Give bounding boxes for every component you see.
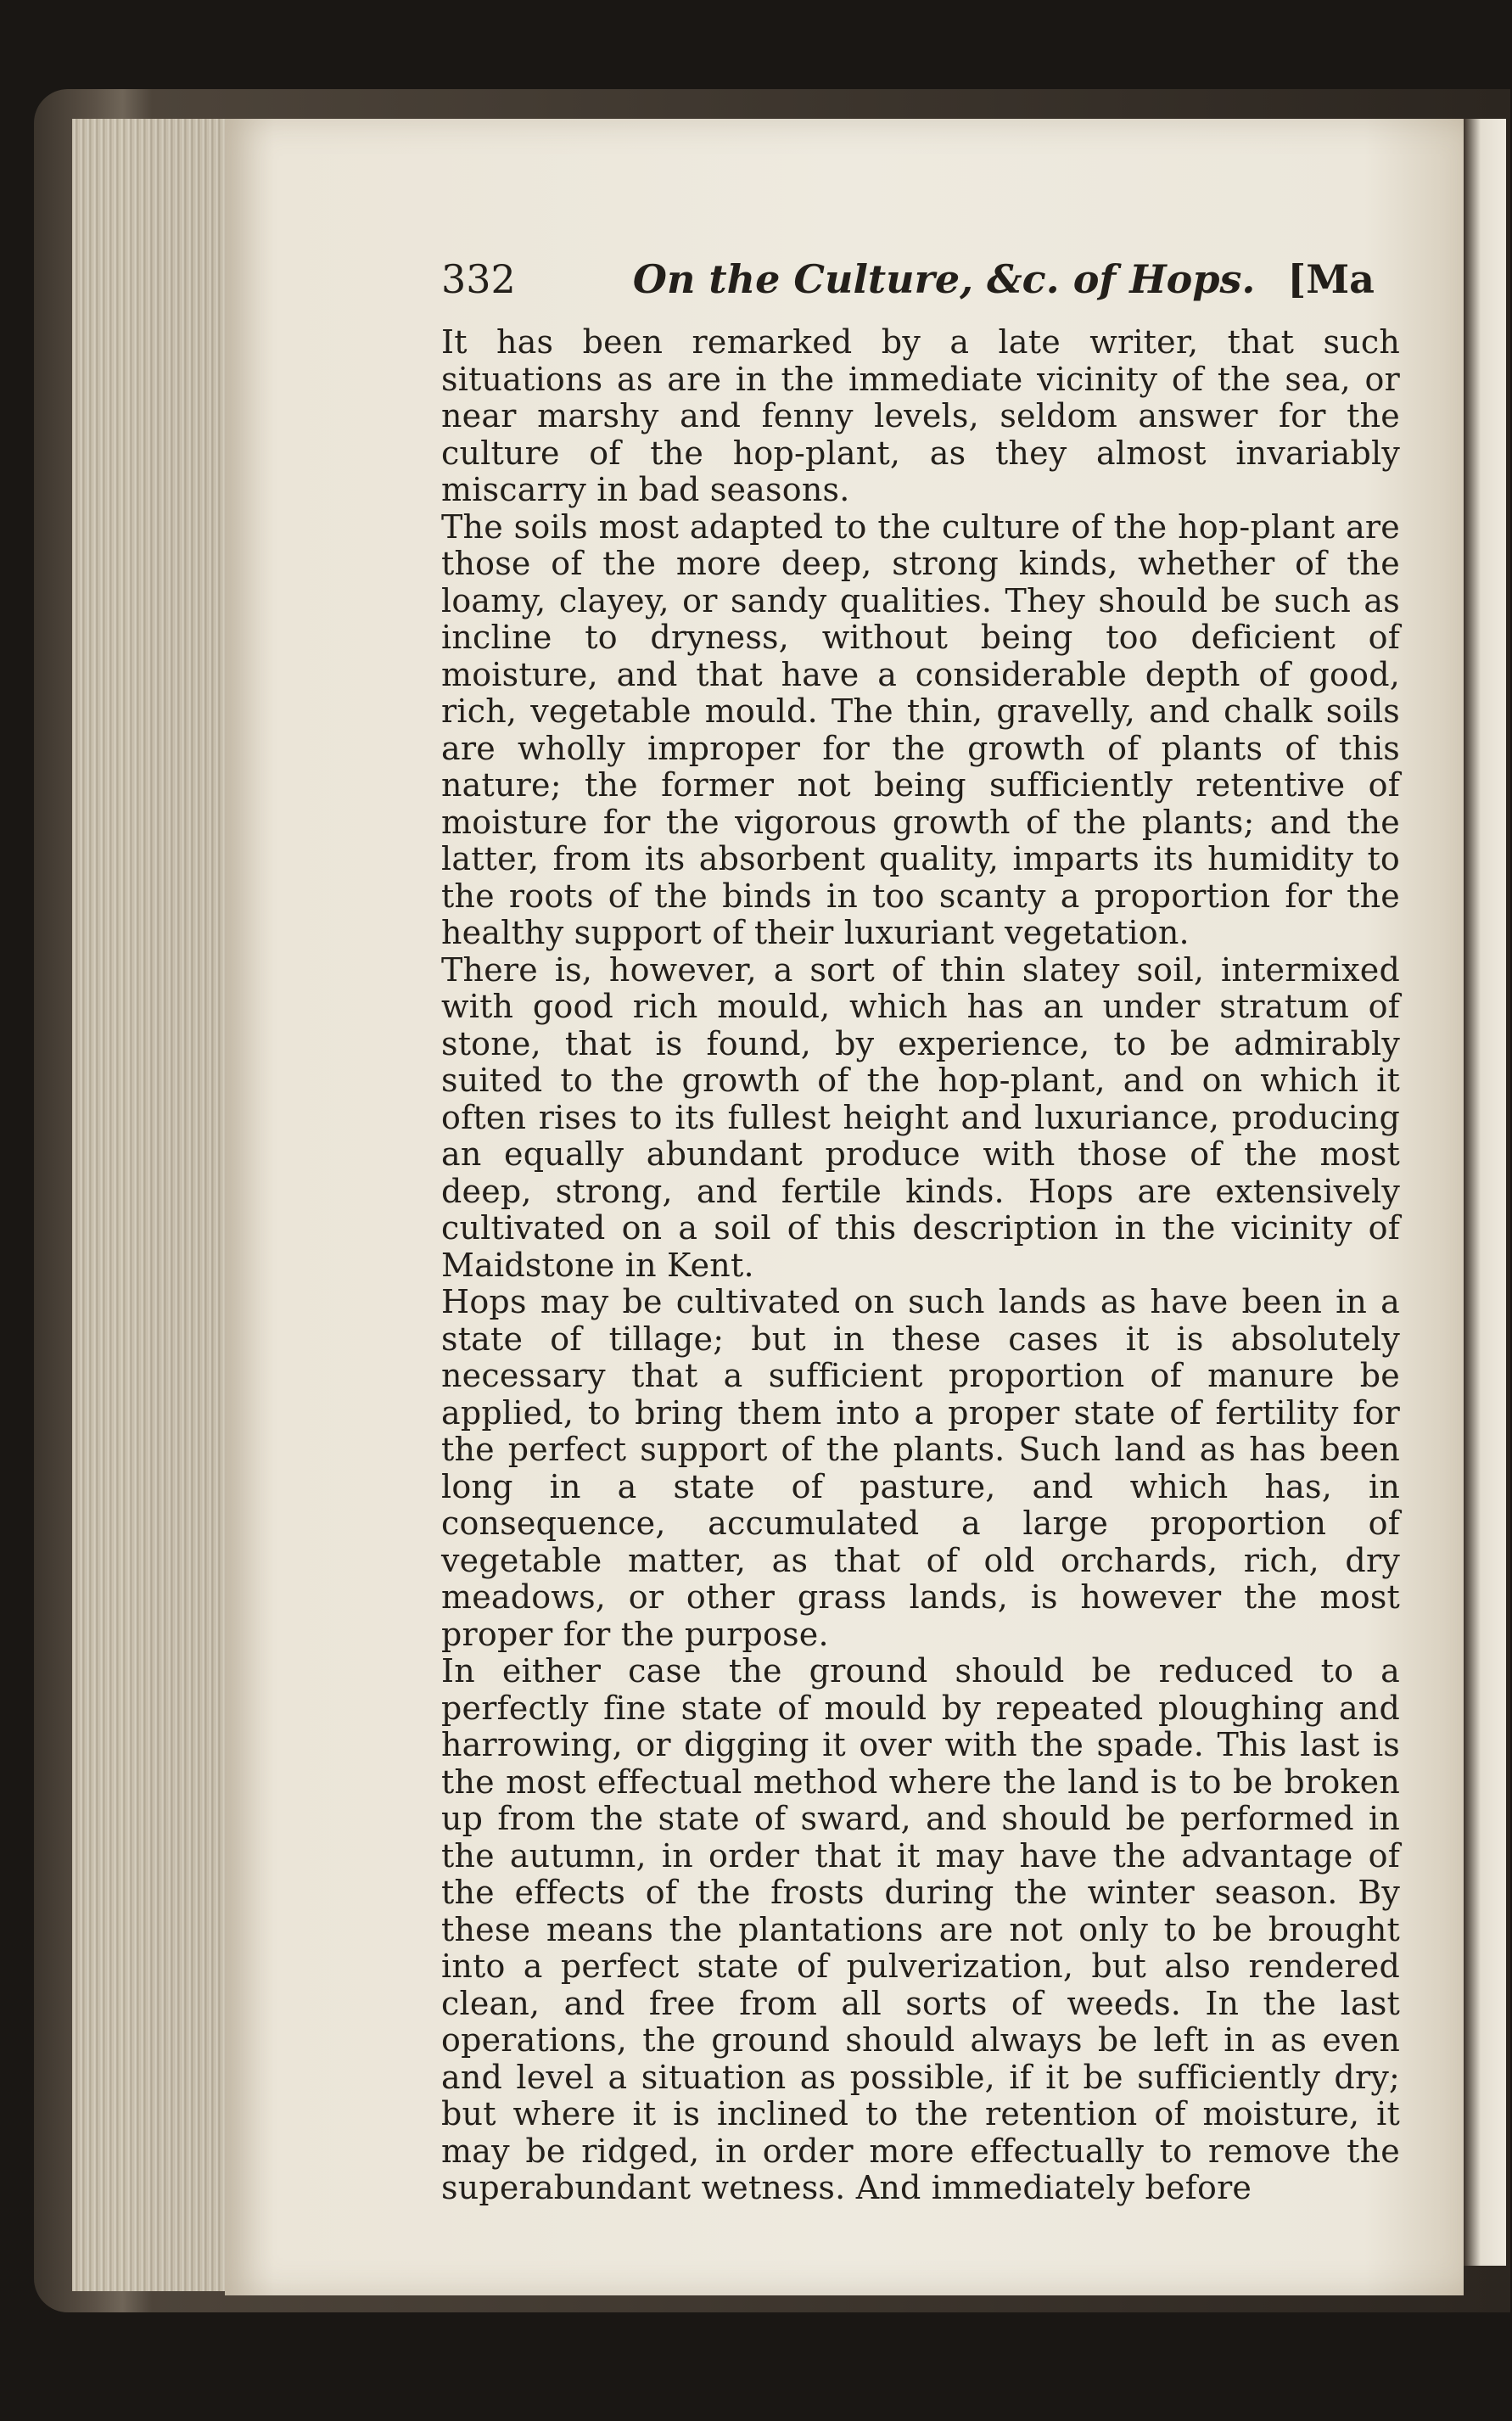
body-text: [441, 324, 1400, 2207]
running-title: On the Culture, &c. of Hops.: [632, 256, 1256, 302]
page-text: [441, 255, 1400, 2207]
paragraph: It has been remarked by a late writer, that such situations as are in the immediate vicinity of the sea, or near marshy and fenny levels, seldom answer for the culture of the hop-plant, as they almost invariably miscarry in bad seasons.: [441, 323, 1400, 508]
page-number: 332: [441, 256, 516, 302]
paragraph: In either case the ground should be reduced to a perfectly fine state of mould by repeated ploughing and harrowing, or digging it over with the spade. This last is the most effectual method where the land is to be broken up from the state of sward, and should be performed in the autumn, in order that it may have the advantage of the effects of the frosts during the winter season. By these means the plantations are not only to be brought into a perfect state of pulverization, but also rendered clean, and free from all sorts of weeds. In the last operations, the ground should always be left in as even and level a situation as possible, if it be sufficiently dry; but where it is inclined to the retention of moisture, it may be ridged, in order more effectually to remove the superabundant wetness. And immediately before: [441, 1652, 1400, 2206]
next-page-edge: [1464, 119, 1506, 2266]
page-edges: [72, 119, 242, 2291]
paragraph: The soils most adapted to the culture of the hop-plant are those of the more deep, strong kinds, whether of the loamy, clayey, or sandy qualities. They should be such as incline to dryness, without being too deficient of moisture, and that have a considerable depth of good, rich, vegetable mould. The thin, gravelly, and chalk soils are wholly improper for the growth of plants of this nature; the former not being sufficiently retentive of moisture for the vigorous growth of the plants; and the latter, from its absorbent quality, imparts its humidity to the roots of the binds in too scanty a proportion for the healthy support of their luxuriant vegetation.: [441, 507, 1400, 951]
running-title-continuation: [Ma: [1287, 256, 1375, 302]
paragraph: There is, however, a sort of thin slatey soil, intermixed with good rich mould, which has an under stratum of stone, that is found, by experience, to be admirably suited to the growth of the hop-plant, and on which it often rises to its fullest height and luxuriance, producing an equally abundant produce with those of the most deep, strong, and fertile kinds. Hops are extensively cultivated on a soil of this description in the vicinity of Maidstone in Kent.: [441, 950, 1400, 1284]
running-header: [441, 255, 1375, 304]
paragraph: Hops may be cultivated on such lands as have been in a state of tillage; but in these cases it is absolutely necessary that a sufficient proportion of manure be applied, to bring them into a proper state of fertility for the perfect support of the plants. Such land as has been long in a state of pasture, and which has, in consequence, accumulated a large proportion of vegetable matter, as that of old orchards, rich, dry meadows, or other grass lands, is however the most proper for the purpose.: [441, 1283, 1400, 1653]
